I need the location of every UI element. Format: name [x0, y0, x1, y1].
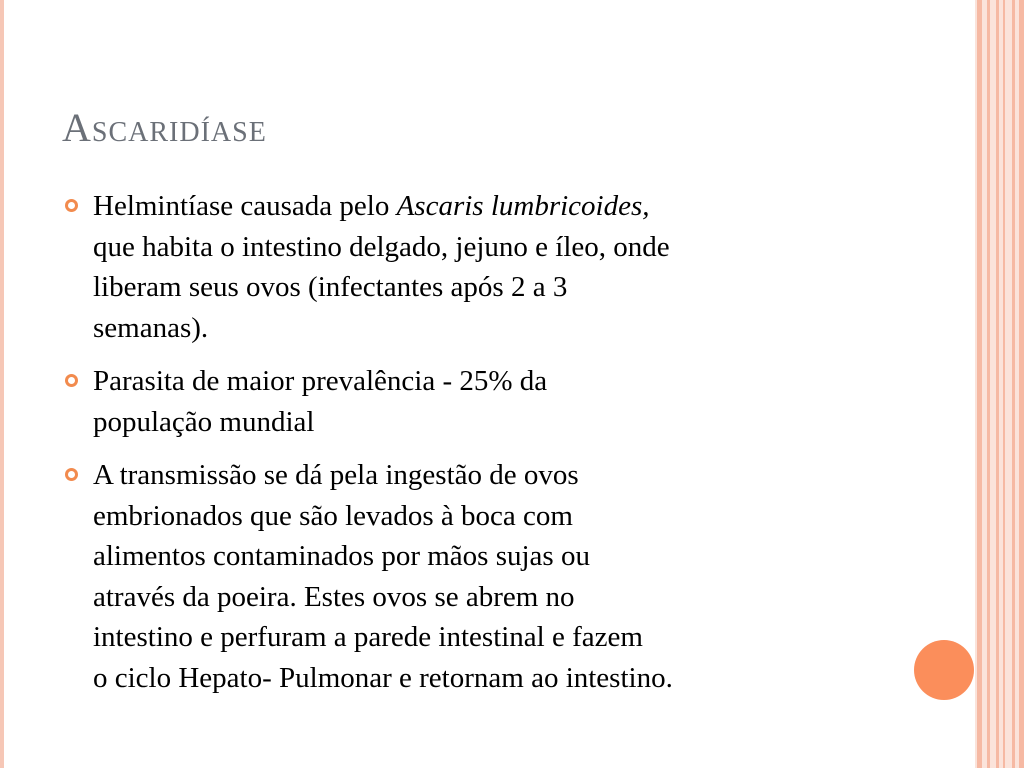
bullet-item [64, 186, 884, 348]
bullet-text-line: que habita o intestino delgado, jejuno e íleo, onde [93, 230, 670, 263]
bullet-circle-icon [65, 468, 78, 481]
bullet-text-line: semanas). [93, 311, 209, 344]
right-decor-stripe [996, 0, 999, 768]
right-decor-panel [975, 0, 1024, 768]
right-decor-stripe [1003, 0, 1005, 768]
bullet-text-line: população mundial [93, 405, 315, 438]
bullet-text-line: Parasita de maior prevalência - 25% da [93, 365, 548, 397]
bullet-item [64, 455, 884, 698]
species-name: Ascaris lumbricoides, [396, 190, 650, 222]
slide-title: Ascaridíase [62, 105, 267, 150]
left-border-stripe [0, 0, 4, 768]
bullet-text-line: através da poeira. Estes ovos se abrem no [93, 580, 575, 613]
bullet-text-line: Helmintíase causada pelo Ascaris lumbricoides, [93, 190, 650, 222]
right-decor-stripe [987, 0, 990, 768]
bullet-text-line: embrionados que são levados à boca com [93, 499, 573, 532]
bullet-circle-icon [65, 374, 78, 387]
bullet-item [64, 361, 884, 442]
bullet-text-line: A transmissão se dá pela ingestão de ovos [93, 459, 579, 491]
right-decor-stripe [977, 0, 982, 768]
decorative-orange-circle [914, 640, 974, 700]
bullet-text-line: intestino e perfuram a parede intestinal e fazem [93, 621, 643, 653]
bullet-text-line: alimentos contaminados por mãos sujas ou [93, 540, 590, 572]
bullet-text-line: liberam seus ovos (infectantes após 2 a 3 [93, 271, 568, 303]
bullet-circle-icon [65, 199, 78, 212]
bullet-text-line: o ciclo Hepato- Pulmonar e retornam ao intestino. [93, 661, 673, 694]
bullet-list [64, 186, 884, 711]
right-decor-stripe [1012, 0, 1015, 768]
right-decor-stripe [1019, 0, 1024, 768]
